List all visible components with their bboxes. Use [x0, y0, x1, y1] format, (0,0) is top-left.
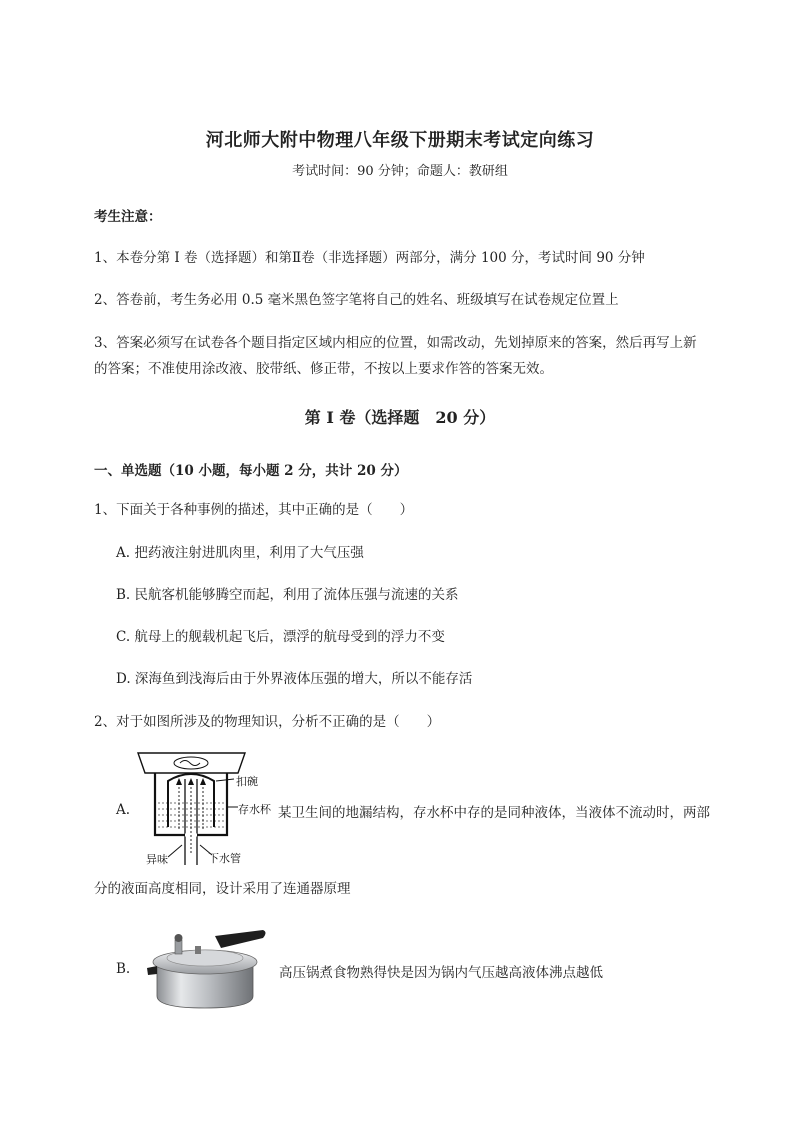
q2-option-b-letter: B. [116, 961, 131, 977]
q2-option-a-letter: A. [116, 802, 131, 818]
q2-option-a-text-line1: 某卫生间的地漏结构，存水杯中存的是同种液体，当液体不流动时，两部 [278, 805, 710, 821]
exam-info: 考试时间：90 分钟；命题人：教研组 [292, 164, 508, 179]
notice-item-3-line2: 的答案；不准使用涂改液、胶带纸、修正带，不按以上要求作答的答案无效。 [94, 361, 553, 377]
q1-option-d: D. 深海鱼到浅海后由于外界液体压强的增大，所以不能存活 [116, 671, 473, 687]
notice-item-2: 2、答卷前，考生务必用 0.5 毫米黑色签字笔将自己的姓名、班级填写在试卷规定位置上 [94, 292, 619, 308]
q2-option-a-text-line2: 分的液面高度相同，设计采用了连通器原理 [94, 881, 351, 897]
fig-label-pipe: 下水管 [208, 852, 241, 865]
notice-item-1: 1、本卷分第 I 卷（选择题）和第Ⅱ卷（非选择题）两部分，满分 100 分，考试时间 90 分钟 [94, 250, 645, 266]
q1-stem: 1、下面关于各种事例的描述，其中正确的是（ ） [94, 502, 414, 518]
q1-option-b: B. 民航客机能够腾空而起，利用了流体压强与流速的关系 [116, 587, 459, 603]
notice-item-3-line1: 3、答案必须写在试卷各个题目指定区域内相应的位置，如需改动，先划掉原来的答案，然后再写上新 [94, 335, 697, 351]
fig-label-odor: 异味 [146, 853, 168, 866]
part-heading: 一、单选题（10 小题，每小题 2 分，共计 20 分） [94, 463, 408, 479]
section-title: 第 I 卷（选择题 20 分） [304, 408, 496, 427]
drain-cover [138, 753, 245, 773]
fig-label-bowl: 扣碗 [236, 775, 258, 788]
q2-stem: 2、对于如图所涉及的物理知识，分析不正确的是（ ） [94, 714, 441, 730]
page-title: 河北师大附中物理八年级下册期末考试定向练习 [205, 130, 595, 151]
pressure-cooker-image [145, 918, 270, 1013]
q1-option-a: A. 把药液注射进肌肉里，利用了大气压强 [116, 545, 364, 561]
notice-heading: 考生注意： [94, 209, 162, 225]
q1-option-c: C. 航母上的舰载机起飞后，漂浮的航母受到的浮力不变 [116, 629, 445, 645]
fig-label-cup: 存水杯 [238, 803, 271, 816]
q2-option-b-text: 高压锅煮食物熟得快是因为锅内气压越高液体沸点越低 [279, 965, 603, 981]
